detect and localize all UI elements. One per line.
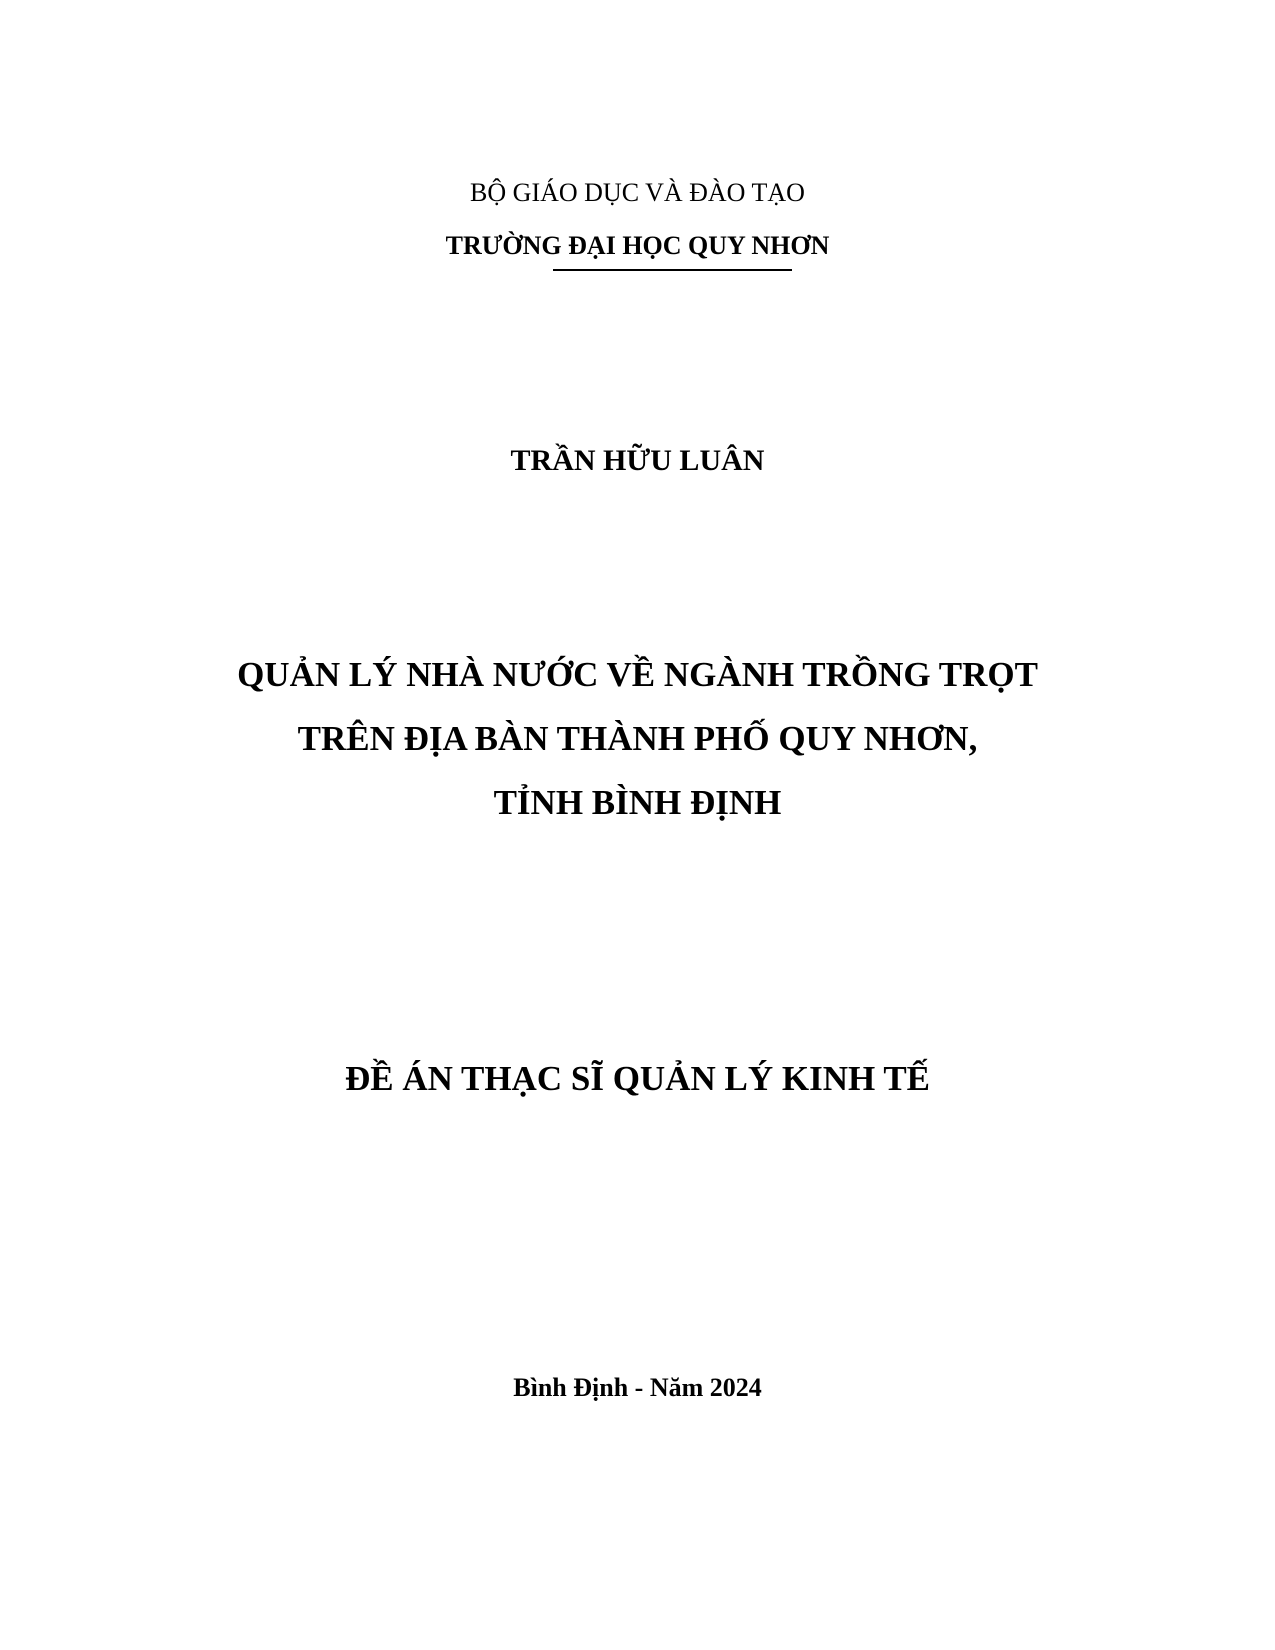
ministry-name: BỘ GIÁO DỤC VÀ ĐÀO TẠO <box>470 178 805 207</box>
thesis-title-line-1: QUẢN LÝ NHÀ NƯỚC VỀ NGÀNH TRỒNG TRỌT <box>237 655 1038 694</box>
place-and-year: Bình Định - Năm 2024 <box>513 1373 762 1402</box>
header-underline <box>553 269 792 271</box>
thesis-title-line-3: TỈNH BÌNH ĐỊNH <box>493 783 782 822</box>
university-name: TRƯỜNG ĐẠI HỌC QUY NHƠN <box>445 231 830 260</box>
degree-label: ĐỀ ÁN THẠC SĨ QUẢN LÝ KINH TẾ <box>344 1059 931 1098</box>
thesis-title-line-2: TRÊN ĐỊA BÀN THÀNH PHỐ QUY NHƠN, <box>297 719 978 758</box>
author-name: TRẦN HỮU LUÂN <box>510 444 765 477</box>
